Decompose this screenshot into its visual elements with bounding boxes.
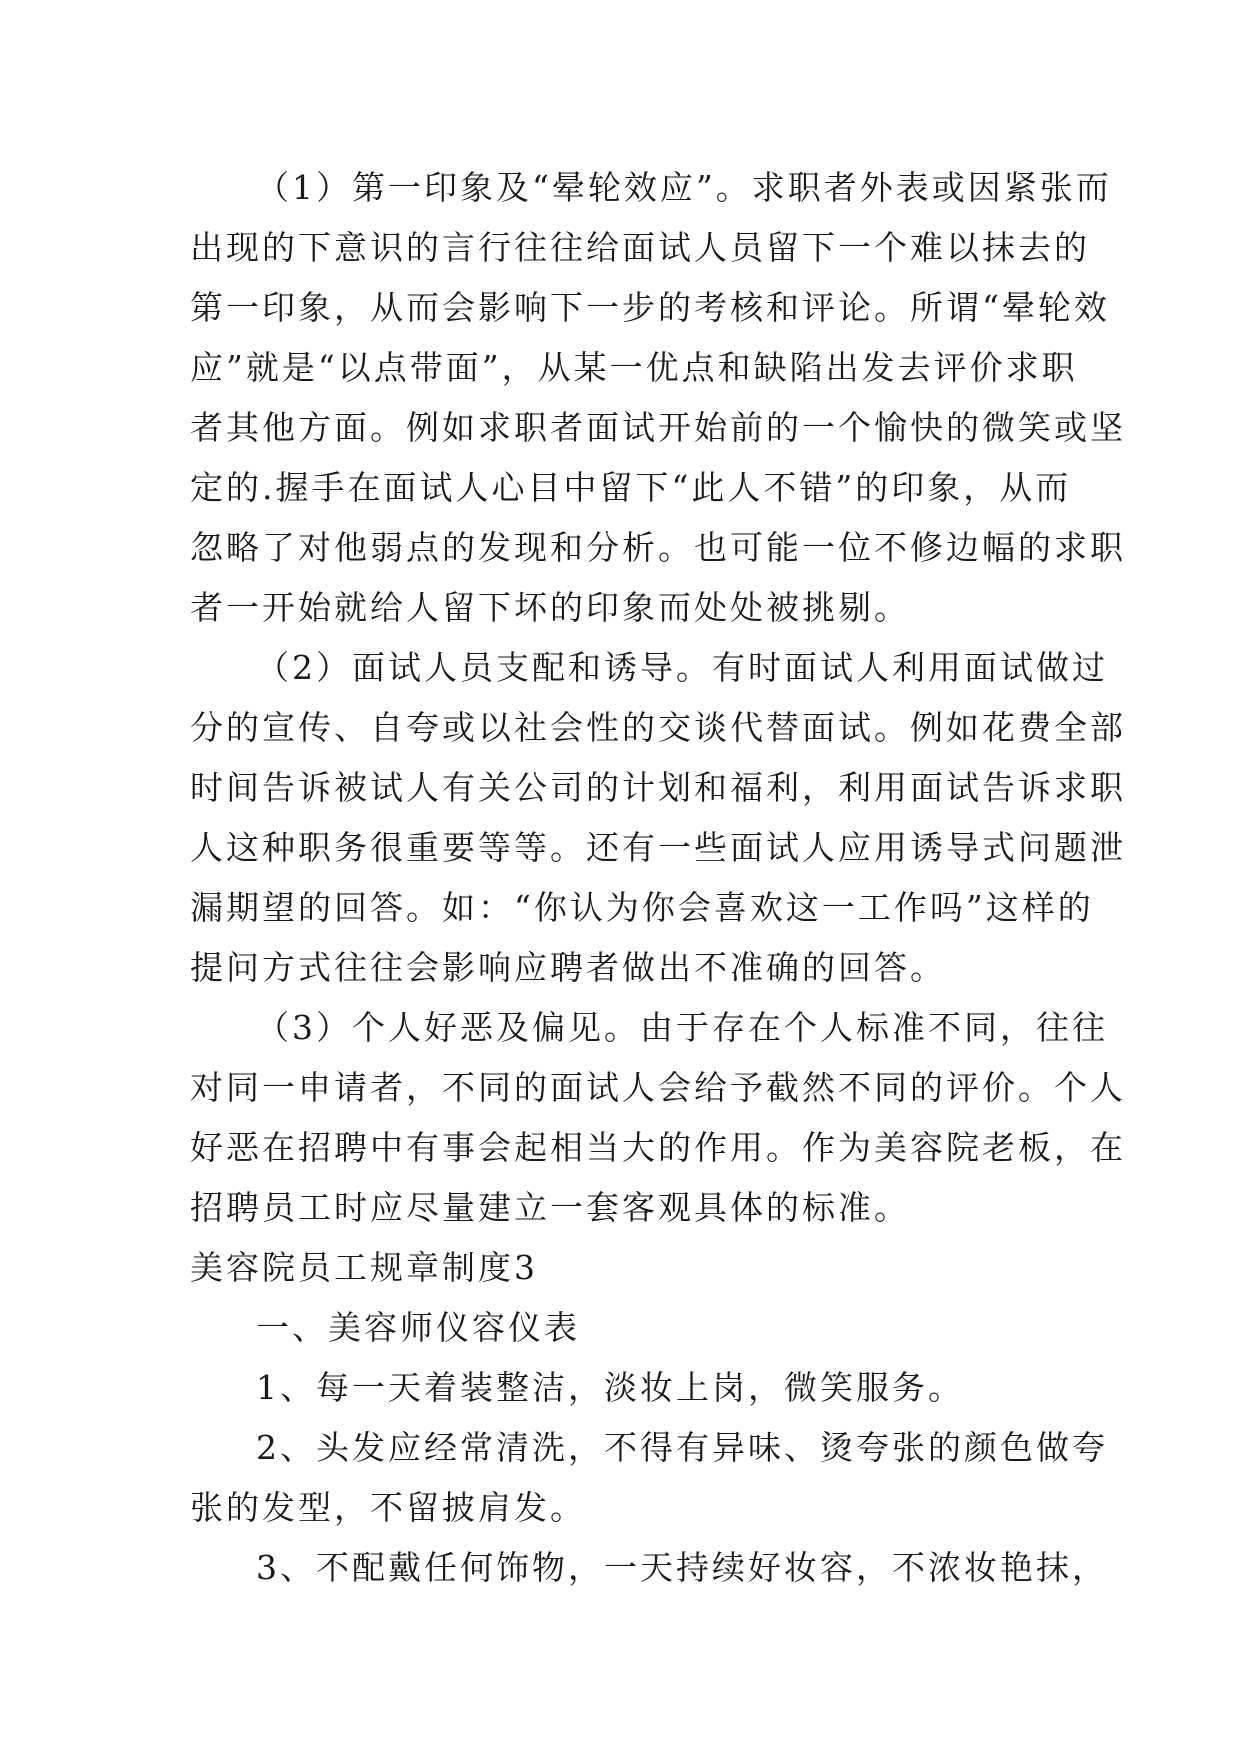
text-line: 提问方式往往会影响应聘者做出不准确的回答。	[190, 948, 946, 987]
paragraph-interviewer-bias	[190, 638, 1126, 998]
text-line: 3、不配戴任何饰物，一天持续好妆容，不浓妆艳抹，	[256, 1548, 1108, 1587]
text-line: 应”就是“以点带面”，从某一优点和缺陷出发去评价求职	[190, 348, 1078, 387]
document-body	[190, 158, 1126, 1598]
section-title-text: 美容院员工规章制度3	[190, 1248, 538, 1287]
text-line: 时间告诉被试人有关公司的计划和福利，利用面试告诉求职	[190, 768, 1126, 807]
rule-item-1	[190, 1358, 1050, 1418]
text-line: （3）个人好恶及偏见。由于存在个人标准不同，往往	[256, 1008, 1108, 1047]
section-title	[190, 1238, 1050, 1298]
text-line: （1）第一印象及“晕轮效应”。求职者外表或因紧张而	[256, 168, 1112, 207]
text-line: 定的.握手在面试人心目中留下“此人不错”的印象，从而	[190, 468, 1072, 507]
text-line: 者一开始就给人留下坏的印象而处处被挑剔。	[190, 588, 910, 627]
text-line: 分的宣传、自夸或以社会性的交谈代替面试。例如花费全部	[190, 708, 1126, 747]
text-line: 第一印象，从而会影响下一步的考核和评论。所谓“晕轮效	[190, 288, 1110, 327]
paragraph-first-impression	[190, 158, 1126, 638]
text-line: （2）面试人员支配和诱导。有时面试人利用面试做过	[256, 648, 1108, 687]
rule-item-3	[190, 1538, 1108, 1598]
text-line: 1、每一天着装整洁，淡妆上岗，微笑服务。	[256, 1368, 964, 1407]
text-line: 张的发型，不留披肩发。	[190, 1488, 586, 1527]
text-line: 2、头发应经常清洗，不得有异味、烫夸张的颜色做夸	[256, 1428, 1108, 1467]
text-line: 对同一申请者，不同的面试人会给予截然不同的评价。个人	[190, 1068, 1126, 1107]
text-line: 忽略了对他弱点的发现和分析。也可能一位不修边幅的求职	[190, 528, 1126, 567]
subsection-heading-text: 一、美容师仪容仪表	[256, 1308, 580, 1347]
text-line: 招聘员工时应尽量建立一套客观具体的标准。	[190, 1188, 910, 1227]
text-line: 者其他方面。例如求职者面试开始前的一个愉快的微笑或坚	[190, 408, 1126, 447]
text-line: 好恶在招聘中有事会起相当大的作用。作为美容院老板，在	[190, 1128, 1126, 1167]
subsection-heading	[190, 1298, 1050, 1358]
text-line: 人这种职务很重要等等。还有一些面试人应用诱导式问题泄	[190, 828, 1126, 867]
text-line: 漏期望的回答。如：“你认为你会喜欢这一工作吗”这样的	[190, 888, 1094, 927]
paragraph-personal-preference	[190, 998, 1126, 1238]
rule-item-2	[190, 1418, 1108, 1538]
text-line: 出现的下意识的言行往往给面试人员留下一个难以抹去的	[190, 228, 1090, 267]
